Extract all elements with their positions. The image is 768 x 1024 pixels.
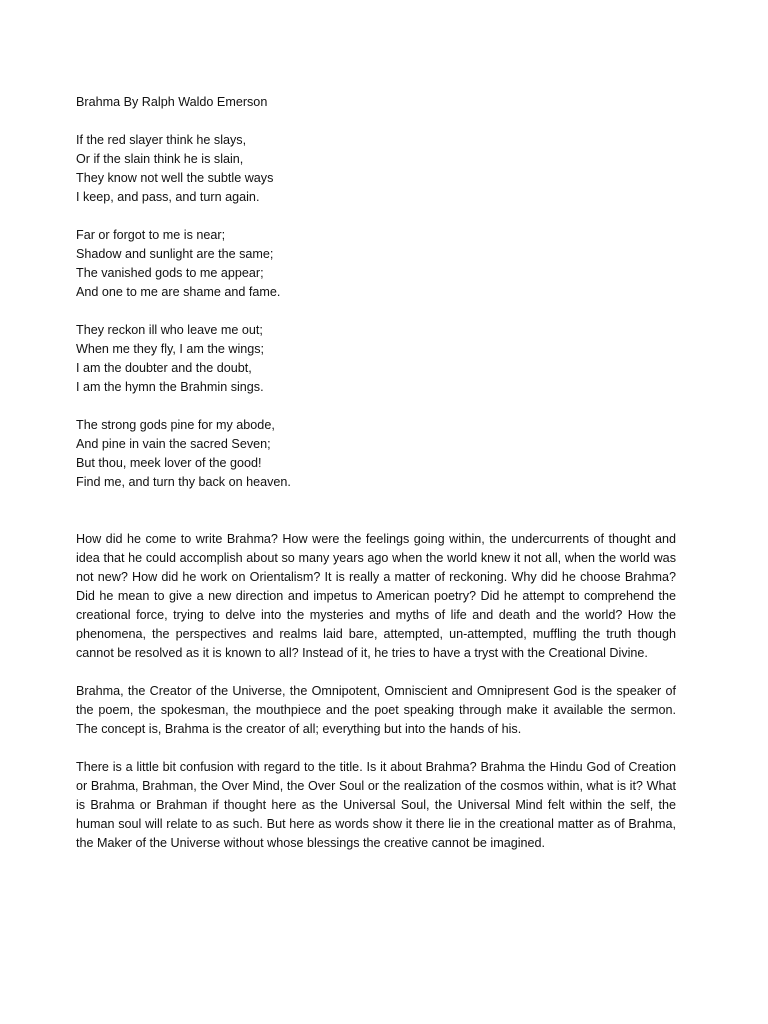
poem-line: And one to me are shame and fame.	[76, 285, 281, 299]
poem-line: But thou, meek lover of the good!	[76, 456, 262, 470]
poem-line: The vanished gods to me appear;	[76, 266, 264, 280]
essay-paragraph: Brahma, the Creator of the Universe, the Omnipotent, Omniscient and Omnipresent God is the speaker of the poem, the spokesman, the mouthpiece and the poet speaking through make it available the sermon. The concept is, Brahma is the creator of all; everything but into the hands of his.	[76, 684, 676, 736]
poem-line: Far or forgot to me is near;	[76, 228, 226, 242]
poem-line: They reckon ill who leave me out;	[76, 323, 263, 337]
essay-paragraph: How did he come to write Brahma? How were the feelings going within, the undercurrents of thought and idea that he could accomplish about so many years ago when the world knew it not all, when the world was not new? How did he work on Orientalism? It is really a matter of reckoning. Why did he choose Brahma? Did he mean to give a new direction and impetus to American poetry? Did he attempt to comprehend the creational force, trying to delve into the mysteries and myths of life and death and the world? How the phenomena, the perspectives and realms laid bare, attempted, un-attempted, muffling the truth though cannot be resolved as it is known to all? Instead of it, he tries to have a tryst with the Creational Divine.	[76, 532, 676, 660]
poem-stanza	[76, 131, 676, 207]
poem-line: And pine in vain the sacred Seven;	[76, 437, 271, 451]
poem-line: The strong gods pine for my abode,	[76, 418, 275, 432]
poem-line: When me they fly, I am the wings;	[76, 342, 265, 356]
poem-line: I am the doubter and the doubt,	[76, 361, 252, 375]
poem-line: If the red slayer think he slays,	[76, 133, 247, 147]
document-title: Brahma By Ralph Waldo Emerson	[76, 95, 268, 109]
poem-line: I keep, and pass, and turn again.	[76, 190, 260, 204]
poem-line: I am the hymn the Brahmin sings.	[76, 380, 264, 394]
poem-stanza	[76, 321, 676, 397]
poem-line: Find me, and turn thy back on heaven.	[76, 475, 291, 489]
essay-paragraph: There is a little bit confusion with regard to the title. Is it about Brahma? Brahma the Hindu God of Creation or Brahma, Brahman, the Over Mind, the Over Soul or the realization of the cosmos within, what is it? What is Brahma or Brahman if thought here as the Universal Soul, the Universal Mind felt within the self, the human soul will relate to as such. But here as words show it there lie in the creational matter as of Brahma, the Maker of the Universe without whose blessings the creative cannot be imagined.	[76, 760, 676, 850]
poem-line: They know not well the subtle ways	[76, 171, 274, 185]
poem-line: Or if the slain think he is slain,	[76, 152, 244, 166]
document-page	[76, 93, 676, 872]
poem-line: Shadow and sunlight are the same;	[76, 247, 274, 261]
poem-stanza	[76, 416, 676, 492]
poem-stanza	[76, 226, 676, 302]
